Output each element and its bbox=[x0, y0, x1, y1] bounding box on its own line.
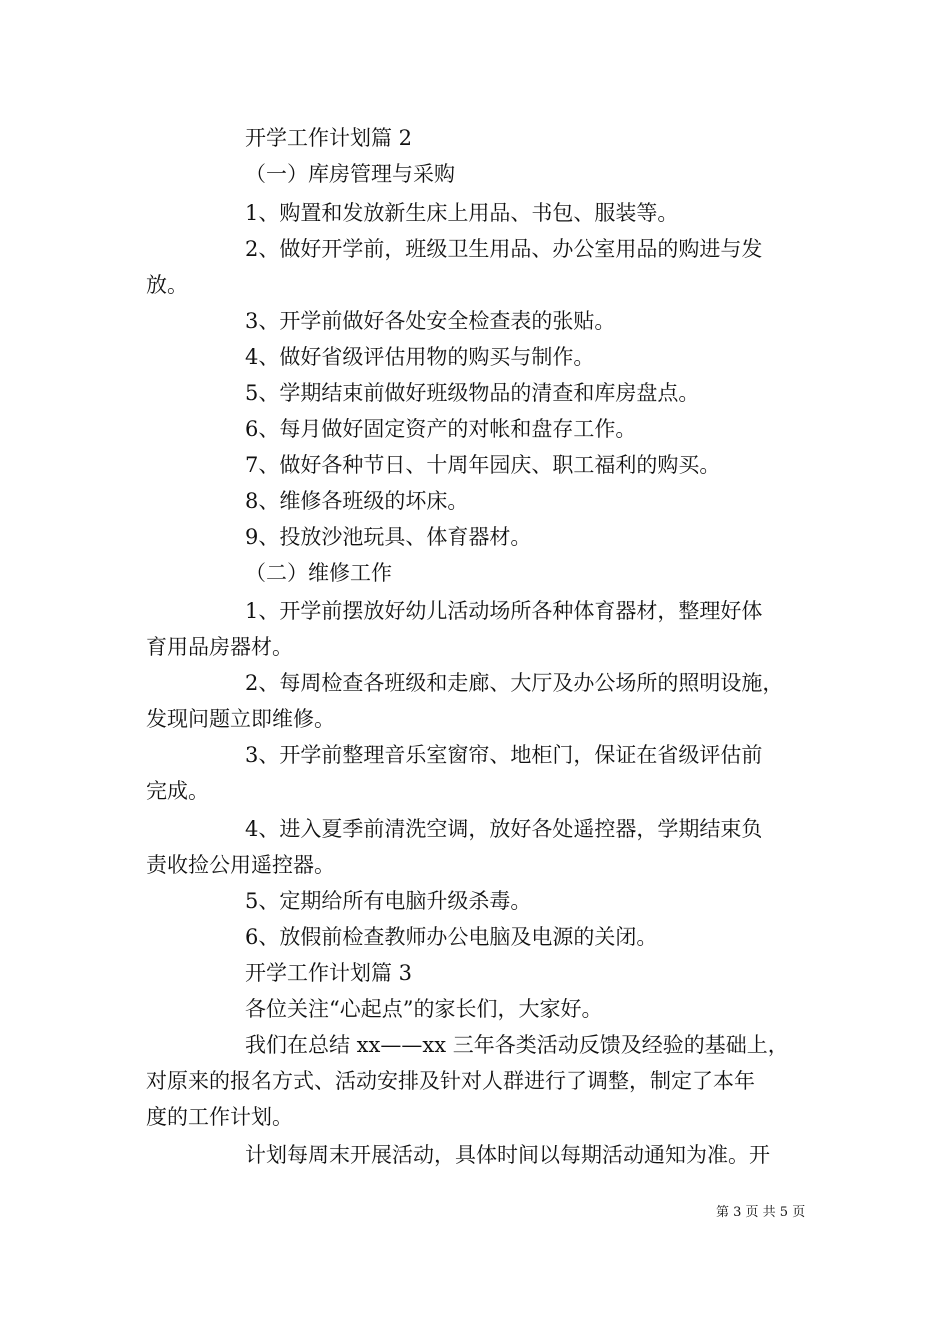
page-number-footer: 第 3 页 共 5 页 bbox=[716, 1205, 806, 1220]
subheading-maintenance: （二）维修工作 bbox=[245, 561, 392, 585]
list-item-continuation: 放。 bbox=[146, 273, 188, 297]
list-item-continuation: 育用品房器材。 bbox=[146, 635, 293, 659]
list-item: 5、定期给所有电脑升级杀毒。 bbox=[245, 889, 532, 913]
list-item: 5、学期结束前做好班级物品的清查和库房盘点。 bbox=[245, 381, 700, 405]
paragraph-line: 度的工作计划。 bbox=[146, 1105, 293, 1129]
list-item: 3、开学前整理音乐室窗帘、地柜门，保证在省级评估前 bbox=[245, 743, 763, 767]
paragraph-line: 对原来的报名方式、活动安排及针对人群进行了调整，制定了本年 bbox=[146, 1069, 755, 1093]
section-heading-3: 开学工作计划篇 3 bbox=[245, 961, 413, 985]
list-item: 6、每月做好固定资产的对帐和盘存工作。 bbox=[245, 417, 637, 441]
list-item: 8、维修各班级的坏床。 bbox=[245, 489, 469, 513]
paragraph-line: 计划每周末开展活动，具体时间以每期活动通知为准。开 bbox=[245, 1143, 770, 1167]
list-item: 6、放假前检查教师办公电脑及电源的关闭。 bbox=[245, 925, 658, 949]
list-item: 1、购置和发放新生床上用品、书包、服装等。 bbox=[245, 201, 679, 225]
list-item-continuation: 发现问题立即维修。 bbox=[146, 707, 335, 731]
paragraph-line: 我们在总结 xx——xx 三年各类活动反馈及经验的基础上， bbox=[245, 1033, 789, 1057]
list-item: 7、做好各种节日、十周年园庆、职工福利的购买。 bbox=[245, 453, 721, 477]
list-item: 1、开学前摆放好幼儿活动场所各种体育器材，整理好体 bbox=[245, 599, 763, 623]
subheading-procurement: （一）库房管理与采购 bbox=[245, 162, 455, 186]
list-item: 2、做好开学前，班级卫生用品、办公室用品的购进与发 bbox=[245, 237, 763, 261]
list-item-continuation: 完成。 bbox=[146, 779, 209, 803]
list-item: 4、做好省级评估用物的购买与制作。 bbox=[245, 345, 595, 369]
list-item: 9、投放沙池玩具、体育器材。 bbox=[245, 525, 532, 549]
list-item: 3、开学前做好各处安全检查表的张贴。 bbox=[245, 309, 616, 333]
paragraph-line: 各位关注“心起点”的家长们，大家好。 bbox=[245, 997, 603, 1021]
list-item: 2、每周检查各班级和走廊、大厅及办公场所的照明设施， bbox=[245, 671, 784, 695]
section-heading-2: 开学工作计划篇 2 bbox=[245, 126, 413, 150]
list-item: 4、进入夏季前清洗空调，放好各处遥控器，学期结束负 bbox=[245, 817, 763, 841]
list-item-continuation: 责收捡公用遥控器。 bbox=[146, 853, 335, 877]
